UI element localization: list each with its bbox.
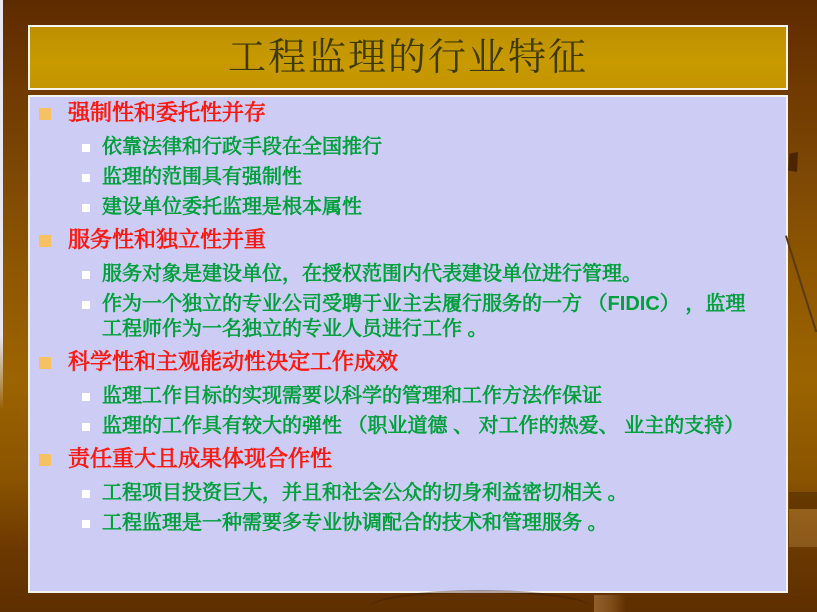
section-heading-row xyxy=(30,226,776,254)
level2-bullet-icon xyxy=(82,204,90,212)
level1-bullet-icon xyxy=(39,235,51,247)
content-panel xyxy=(28,95,788,593)
bullet-item xyxy=(30,481,776,506)
left-edge-highlight xyxy=(0,0,3,410)
bullet-item-text: 作为一个独立的专业公司受聘于业主去履行服务的一方 （FIDIC） ，监理工程师作为一名独立的专业人员进行工作 。 xyxy=(102,293,746,340)
level2-bullet-icon xyxy=(82,174,90,182)
level2-bullet-icon xyxy=(82,490,90,498)
bullet-item-text: 工程项目投资巨大，并且和社会公众的切身利益密切相关 。 xyxy=(102,482,628,504)
section-heading-row xyxy=(30,99,776,127)
right-margin-dark-band-decoration xyxy=(789,492,817,509)
section-heading: 责任重大且成果体现合作性 xyxy=(68,446,333,471)
diagonal-line-decoration xyxy=(785,235,817,332)
bullet-item xyxy=(30,262,776,287)
bullet-item xyxy=(30,135,776,160)
bullet-item-text: 监理工作目标的实现需要以科学的管理和工作方法作保证 xyxy=(102,385,602,407)
section-heading: 科学性和主观能动性决定工作成效 xyxy=(68,349,399,374)
section-heading-row xyxy=(30,445,776,473)
wedge-decoration xyxy=(788,152,798,172)
level2-bullet-icon xyxy=(82,423,90,431)
bullet-item xyxy=(30,292,776,342)
bullet-item xyxy=(30,165,776,190)
level2-bullet-icon xyxy=(82,393,90,401)
level1-bullet-icon xyxy=(39,357,51,369)
bullet-item xyxy=(30,384,776,409)
bullet-item-text: 依靠法律和行政手段在全国推行 xyxy=(102,136,382,158)
section-mandatory xyxy=(30,99,776,220)
bullet-item-text: 监理的工作具有较大的弹性 （职业道德 、 对工作的热爱、 业主的支持） xyxy=(102,415,745,437)
title-bar xyxy=(28,25,788,90)
section-responsibility xyxy=(30,445,776,536)
bullet-item-text: 建设单位委托监理是根本属性 xyxy=(102,196,362,218)
section-service xyxy=(30,226,776,342)
right-margin-light-band-decoration xyxy=(789,509,817,547)
level2-bullet-icon xyxy=(82,144,90,152)
bullet-item xyxy=(30,511,776,536)
section-heading-row xyxy=(30,348,776,376)
bullet-item xyxy=(30,195,776,220)
bottom-strip-highlight-decoration xyxy=(594,595,626,612)
level2-bullet-icon xyxy=(82,520,90,528)
bullet-item-text: 服务对象是建设单位，在授权范围内代表建设单位进行管理。 xyxy=(102,263,642,285)
level2-bullet-icon xyxy=(82,301,90,309)
level1-bullet-icon xyxy=(39,108,51,120)
section-scientific xyxy=(30,348,776,439)
bullet-item-text: 工程监理是一种需要多专业协调配合的技术和管理服务 。 xyxy=(102,512,608,534)
bullet-item-text: 监理的范围具有强制性 xyxy=(102,166,302,188)
level2-bullet-icon xyxy=(82,271,90,279)
bullet-item xyxy=(30,414,776,439)
section-heading: 强制性和委托性并存 xyxy=(68,100,267,125)
slide-title: 工程监理的行业特征 xyxy=(227,36,588,79)
level1-bullet-icon xyxy=(39,454,51,466)
section-heading: 服务性和独立性并重 xyxy=(68,227,267,252)
